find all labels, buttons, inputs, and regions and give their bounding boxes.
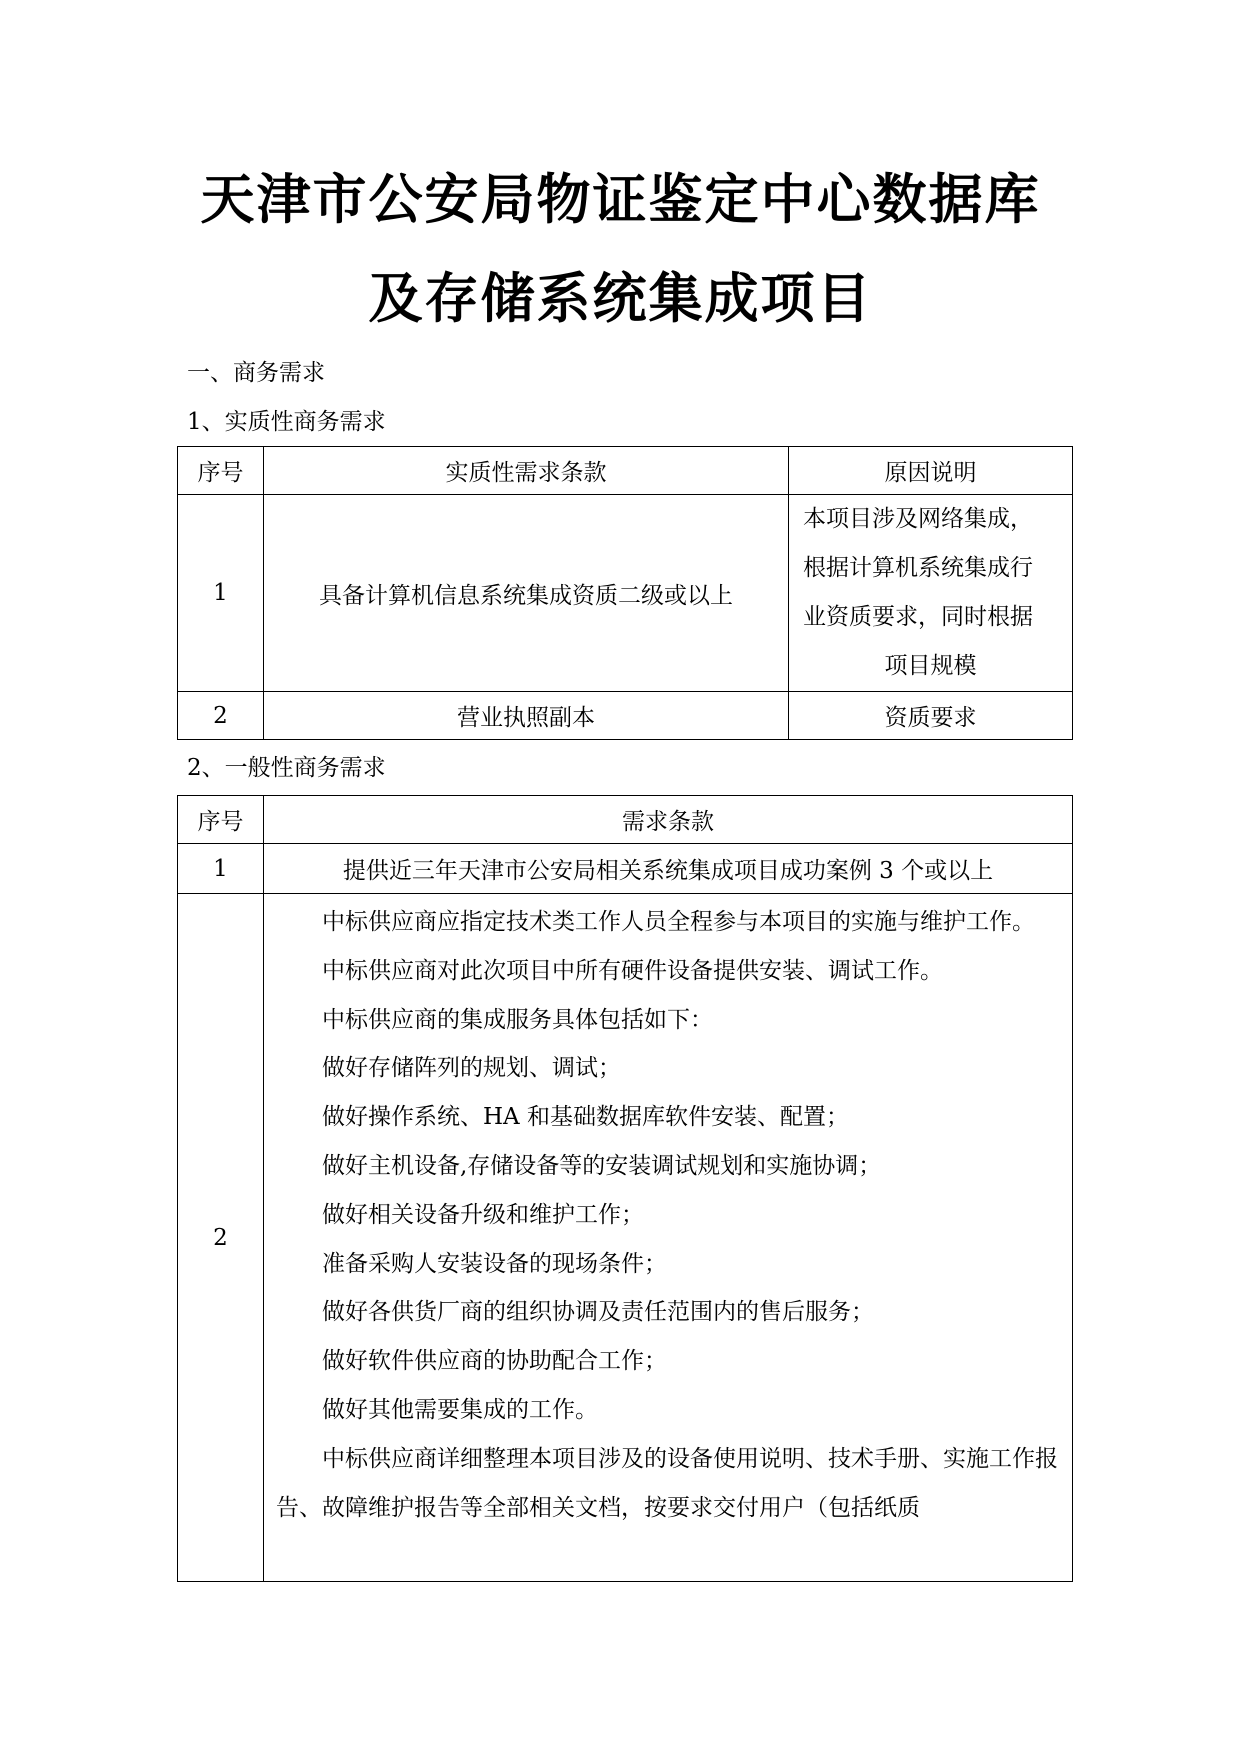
table-row	[178, 894, 1073, 1582]
clause-paragraph: 中标供应商对此次项目中所有硬件设备提供安装、调试工作。	[322, 957, 943, 984]
row-no: 2	[178, 692, 264, 740]
reason-line: 根据计算机系统集成行	[803, 555, 1033, 581]
row-clause: 具备计算机信息系统集成资质二级或以上	[264, 495, 789, 692]
reason-line: 业资质要求，同时根据	[803, 604, 1033, 630]
row-clause: 提供近三年天津市公安局相关系统集成项目成功案例 3 个或以上	[264, 844, 1073, 894]
header-no: 序号	[178, 796, 264, 844]
clause-paragraph: 做好操作系统、HA 和基础数据库软件安装、配置；	[322, 1104, 849, 1131]
clause-paragraph: 中标供应商的集成服务具体包括如下：	[322, 1006, 713, 1033]
substantive-requirements-table	[177, 446, 1073, 740]
clause-paragraph: 做好主机设备,存储设备等的安装调试规划和实施协调；	[322, 1152, 882, 1179]
clause-paragraph: 做好存储阵列的规划、调试；	[322, 1055, 621, 1082]
clause-paragraph: 中标供应商详细整理本项目涉及的设备使用说明、技术手册、实施工作报告、故障维护报告等全部相关文档，按要求交付用户（包括纸质	[276, 1445, 1058, 1521]
clause-paragraph: 准备采购人安装设备的现场条件；	[322, 1250, 667, 1277]
reason-line: 本项目涉及网络集成，	[803, 506, 1033, 532]
header-no: 序号	[178, 447, 264, 495]
document-title-line1: 天津市公安局物证鉴定中心数据库	[200, 168, 1041, 231]
row-reason	[789, 495, 1073, 692]
table-row	[178, 495, 1073, 692]
table-header-row	[178, 447, 1073, 495]
document-title-line2: 及存储系统集成项目	[368, 267, 873, 330]
clause-paragraph: 中标供应商应指定技术类工作人员全程参与本项目的实施与维护工作。	[322, 909, 1035, 935]
table-row	[178, 692, 1073, 740]
clause-paragraph: 做好相关设备升级和维护工作；	[322, 1201, 644, 1228]
clause-paragraph: 做好软件供应商的协助配合工作；	[322, 1348, 667, 1375]
header-reason: 原因说明	[789, 447, 1073, 495]
row-no: 1	[178, 844, 264, 894]
row-clause	[264, 894, 1073, 1582]
general-heading: 2、一般性商务需求	[187, 755, 386, 781]
table-row	[178, 844, 1073, 894]
header-clause: 需求条款	[264, 796, 1073, 844]
clause-paragraph: 做好其他需要集成的工作。	[322, 1396, 598, 1423]
header-clause: 实质性需求条款	[264, 447, 789, 495]
general-requirements-table	[177, 795, 1073, 1582]
row-no: 1	[178, 495, 264, 692]
clause-paragraph: 做好各供货厂商的组织协调及责任范围内的售后服务；	[322, 1299, 874, 1326]
row-reason: 资质要求	[789, 692, 1073, 740]
section-heading: 一、商务需求	[187, 360, 325, 386]
substantive-heading: 1、实质性商务需求	[187, 409, 386, 435]
row-clause: 营业执照副本	[264, 692, 789, 740]
reason-line: 项目规模	[884, 653, 977, 679]
table-header-row	[178, 796, 1073, 844]
row-no: 2	[178, 894, 264, 1582]
